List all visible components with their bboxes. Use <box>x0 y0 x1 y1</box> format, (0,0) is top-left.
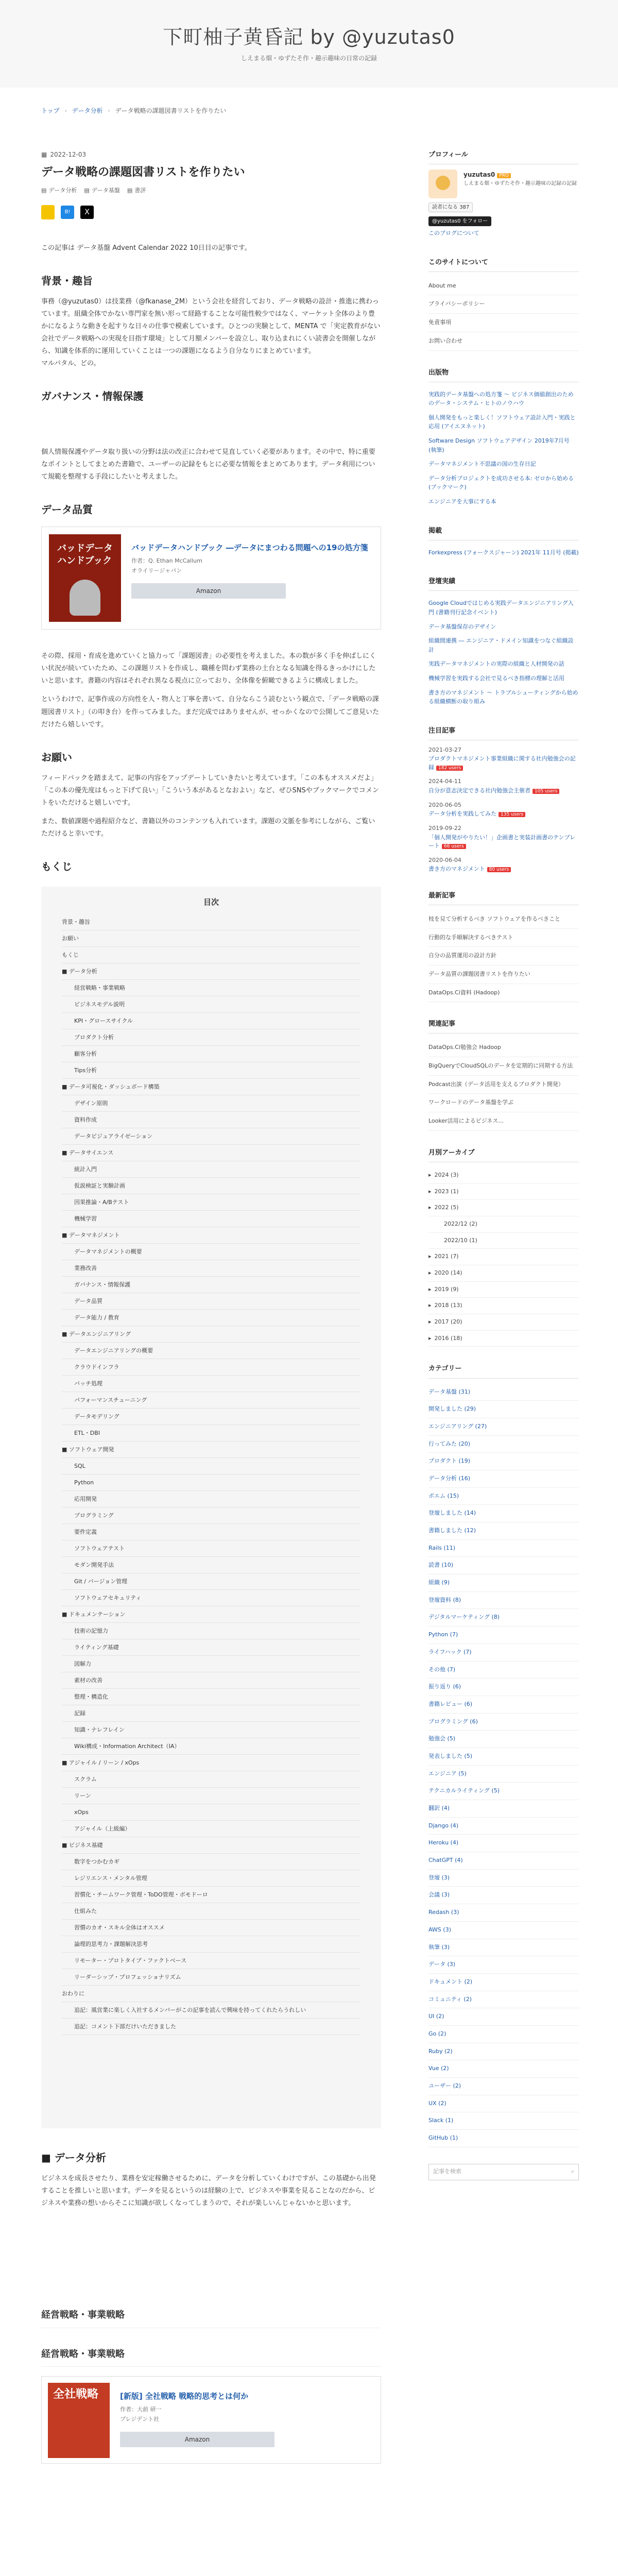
related-post-link[interactable]: DataOps.Ci勉強会 Hadoop <box>428 1039 579 1057</box>
subsection-heading: 経営戦略・事業戦略 <box>41 2310 125 2320</box>
archive-item[interactable] <box>428 1331 579 1347</box>
folder-icon: ▤ <box>41 187 47 194</box>
toc-item[interactable]: 仮説検証と実験計画 <box>62 1178 360 1194</box>
recent-widget <box>428 890 579 1003</box>
publication-link[interactable]: データマネジメント不思議の国の生存日記 <box>428 461 536 468</box>
tag-label: 書評 <box>134 187 146 194</box>
widget-title: 月別アーカイブ <box>428 1148 475 1157</box>
archive-item[interactable] <box>428 1249 579 1265</box>
category-link[interactable]: プログラミング (6) <box>428 1714 579 1731</box>
about-item[interactable]: お問い合わせ <box>428 332 579 351</box>
recent-post-link[interactable]: 行動的な手順解決するべきテスト <box>428 929 579 947</box>
category-link[interactable]: データ (3) <box>428 1956 579 1974</box>
category-link[interactable]: デジタルマーケティング (8) <box>428 1609 579 1626</box>
divider <box>428 1378 579 1379</box>
toc-item[interactable]: 習慣のカオ・スキル全体はオススメ <box>62 1920 360 1936</box>
profile-actions <box>428 202 579 212</box>
tag-item[interactable] <box>127 186 146 196</box>
archive-item[interactable] <box>428 1184 579 1200</box>
category-link[interactable]: 登壇しました (14) <box>428 1505 579 1522</box>
divider <box>428 590 579 591</box>
toc-item[interactable]: 図解力 <box>62 1656 360 1672</box>
category-link[interactable]: 翻訳 (4) <box>428 1800 579 1818</box>
category-link[interactable]: データ基盤 (31) <box>428 1384 579 1401</box>
archive-label: 2024 (3) <box>434 1171 459 1178</box>
toc-item[interactable]: もくじ <box>62 947 360 963</box>
toc-item[interactable]: ■ データエンジニアリング <box>62 1326 360 1343</box>
publication-link[interactable]: Software Design ソフトウェアデザイン 2019年7月号 (執筆) <box>428 437 570 453</box>
widget-title: このサイトについて <box>428 258 488 266</box>
category-link[interactable]: コミュニティ (2) <box>428 1991 579 2009</box>
about-item[interactable]: プライバシーポリシー <box>428 295 579 314</box>
category-link[interactable]: GitHub (1) <box>428 2130 579 2147</box>
archive-item[interactable] <box>428 1298 579 1314</box>
archive-item[interactable] <box>428 1200 579 1216</box>
profile-header <box>428 170 579 198</box>
toc-item[interactable]: ビジネスモデル説明 <box>62 996 360 1013</box>
duck-illustration <box>70 580 100 616</box>
toc-item[interactable]: SQL <box>62 1458 360 1475</box>
ranking-date: 2020-06-04 <box>428 856 461 863</box>
hatena-bookmark-button[interactable]: B! <box>61 206 74 219</box>
category-link[interactable]: エンジニア (5) <box>428 1766 579 1783</box>
toc-item[interactable]: スクラム <box>62 1771 360 1788</box>
chevron-right-icon[interactable]: ▸ <box>428 1302 432 1309</box>
category-link[interactable]: UX (2) <box>428 2095 579 2113</box>
category-link[interactable]: Django (4) <box>428 1818 579 1835</box>
chevron-right-icon[interactable]: ▸ <box>428 1318 432 1326</box>
toc-item[interactable]: 要件定義 <box>62 1524 360 1540</box>
toc-item[interactable]: ■ アジャイル / リーン / xOps <box>62 1755 360 1771</box>
chevron-right-icon: › <box>64 108 67 114</box>
toc-item[interactable]: データエンジニアリングの概要 <box>62 1343 360 1359</box>
section-heading: ガバナンス・情報保護 <box>41 390 144 403</box>
category-link[interactable]: 会議 (3) <box>428 1887 579 1904</box>
toc-item[interactable]: 追記：風営業に楽しく入社するメンバーがこの記事を読んで興味を持ってくれたらうれしい <box>62 2002 360 2019</box>
about-item[interactable]: About me <box>428 277 579 296</box>
subscriber-count: 387 <box>459 205 470 211</box>
toc-item[interactable]: リーン <box>62 1788 360 1804</box>
book-title-link[interactable]: [新版] 全社戦略 戦略的思考とは何か <box>120 2392 249 2401</box>
toc-item[interactable]: バッチ処理 <box>62 1376 360 1392</box>
ranking-date: 2019-09-22 <box>428 824 461 832</box>
paragraph: その際、採用・育成を進めていくと協力って「課題図書」の必要性を考えました。本の数が多く手を伸ばしにくい状況が続いていたため、この課題リストを作成し、職種を問わず業務の土台となる知識を得るきっかけにしたいと思います。書籍の内容はそれぞれ異なる視点に立っており、全体像を俯瞰できるように構成しました。 <box>41 652 376 685</box>
related-post-link[interactable]: BigQueryでCloudSQLのデータを定期的に同期する方法 <box>428 1057 579 1076</box>
paragraph: というわけで、記事作成の方向性を人・物人と丁寧を書いて、自分ならこう読むという観点で、「データ戦略の課題図書リスト」（の叩き台）を作ってみました。まだ完成ではありませんが、せっかくなので公開してご意見いただけたら嬉しいです。 <box>41 696 379 728</box>
avatar[interactable] <box>428 170 457 198</box>
book-card <box>41 527 381 630</box>
category-link[interactable]: 登壇 (3) <box>428 1870 579 1887</box>
category-link[interactable]: Python (7) <box>428 1626 579 1644</box>
archive-label: 2021 (7) <box>434 1253 459 1260</box>
book-publisher: オライリージャパン <box>131 567 182 574</box>
toc-item[interactable]: プロダクト分析 <box>62 1029 360 1046</box>
chevron-right-icon[interactable]: ▸ <box>428 1334 432 1342</box>
category-link[interactable]: Slack (1) <box>428 2112 579 2130</box>
media-widget <box>428 526 579 560</box>
toc-item[interactable]: データ能力 / 教育 <box>62 1310 360 1326</box>
talk-link[interactable]: データ基盤保存のデザイン <box>428 623 496 630</box>
amazon-button[interactable]: Amazon <box>131 583 286 599</box>
about-blog-link[interactable]: このブログについて <box>428 230 479 237</box>
toc-item[interactable]: 数字をつかむカギ <box>62 1854 360 1870</box>
talk-link[interactable]: 実践データマネジメントの実際の組織と人材開発の話 <box>428 660 564 668</box>
toc-title: 目次 <box>203 897 219 907</box>
widget-title: 登壇実績 <box>428 578 456 586</box>
widget-title: 出版物 <box>428 368 449 377</box>
ranking-date: 2020-06-05 <box>428 801 461 808</box>
folder-icon: ▤ <box>127 187 133 194</box>
archive-label: 2019 (9) <box>434 1285 459 1293</box>
amazon-button[interactable]: Amazon <box>120 2432 274 2447</box>
toc-item[interactable]: プログラミング <box>62 1507 360 1524</box>
paragraph: マルパタル、どの。 <box>41 360 100 368</box>
table-of-contents <box>41 887 381 2128</box>
ranking-item[interactable] <box>428 745 579 772</box>
x-share-button[interactable]: X <box>80 206 94 219</box>
toc-item[interactable]: 知識・ナレフレイン <box>62 1722 360 1738</box>
toc-item[interactable]: 追記：コメント下部だけいただきました <box>62 2019 360 2035</box>
category-link[interactable]: 開発しました (29) <box>428 1401 579 1418</box>
category-link[interactable]: 勉強会 (5) <box>428 1731 579 1748</box>
category-link[interactable]: 書籍レビュー (6) <box>428 1696 579 1714</box>
about-widget <box>428 257 579 351</box>
book-info <box>131 534 373 622</box>
recent-post-link[interactable]: DataOps.Ci資料 (Hadoop) <box>428 984 579 1003</box>
section-heading: 背景・趣旨 <box>41 274 93 287</box>
breadcrumb <box>41 106 226 116</box>
toc-item[interactable]: ■ ドキュメンテーション <box>62 1606 360 1623</box>
users-badge: 66 users <box>442 844 466 849</box>
category-link[interactable]: データ分析 (16) <box>428 1470 579 1488</box>
toc-item[interactable]: ライティング基礎 <box>62 1639 360 1656</box>
site-description: しえまる畑・ゆずたそ作・趣示趣味の日常の記録 <box>241 55 377 62</box>
profile-widget <box>428 149 579 241</box>
users-badge: 135 users <box>499 812 525 817</box>
toc-item[interactable]: データ品質 <box>62 1293 360 1310</box>
category-link[interactable]: Ruby (2) <box>428 2043 579 2061</box>
ranking-widget <box>428 725 579 874</box>
paragraph: フィードバックを踏まえて、記事の内容をアップデートしていきたいと考えています。「この本もオススメだよ」「この本の優先度はもっと下げて良い」「こういう本があるとなおよい」など、ぜひSNSやブックマークでコメントをいただけると嬉しいです。 <box>41 774 379 807</box>
book-publisher: プレジデント社 <box>120 2415 160 2422</box>
chevron-right-icon: › <box>108 108 110 114</box>
section-heading: データ品質 <box>41 503 93 516</box>
toc-item[interactable]: 素材の改善 <box>62 1672 360 1689</box>
publication-link[interactable]: 個人開発をもっと楽しく！ソフトウェア設計入門・実践と応用 (アイエヌネット) <box>428 414 576 430</box>
toc-item[interactable]: 習慣化・チームワーク管理・ToDO管理・ボモドーロ <box>62 1887 360 1903</box>
archive-widget <box>428 1147 579 1347</box>
pro-badge: PRO <box>497 173 511 178</box>
book-cover-title: バッドデータハンドブック <box>57 543 113 566</box>
users-badge: 182 users <box>436 766 463 771</box>
category-link[interactable]: ライフハック (7) <box>428 1644 579 1662</box>
category-widget <box>428 1363 579 2147</box>
toc-item[interactable]: 背景・趣旨 <box>62 914 360 930</box>
toc-item[interactable]: 応用開発 <box>62 1491 360 1507</box>
category-link[interactable]: Rails (11) <box>428 1540 579 1557</box>
talk-link[interactable]: 機械学習を実践する会社で見るべき指標の理解と活用 <box>428 674 564 682</box>
ranking-title: 自分が意志決定できる社内勉強会主催者 <box>428 787 530 794</box>
category-link[interactable]: Go (2) <box>428 2026 579 2043</box>
category-link[interactable]: Heroku (4) <box>428 1835 579 1852</box>
toc-item[interactable]: リーダーシップ・プロフェッショナリズム <box>62 1969 360 1986</box>
chevron-right-icon[interactable]: ▸ <box>428 1188 432 1195</box>
tag-label: データ基盤 <box>91 187 120 194</box>
widget-title: 注目記事 <box>428 726 456 735</box>
intro-text: この記事は データ基盤 Advent Calendar 2022 10日目の記事です。 <box>41 244 251 252</box>
related-post-link[interactable]: Looker活用によるビジネス... <box>428 1112 579 1131</box>
widget-title: カテゴリー <box>428 1365 462 1373</box>
archive-label: 2022/12 (2) <box>444 1220 477 1227</box>
toc-item[interactable]: クラウドインフラ <box>62 1359 360 1376</box>
toc-item[interactable]: 資料作成 <box>62 1112 360 1128</box>
folder-icon: ▤ <box>84 187 90 194</box>
section-heading: お願い <box>41 751 72 764</box>
toc-item[interactable]: 経営戦略・事業戦略 <box>62 980 360 996</box>
toc-item[interactable]: お願い <box>62 930 360 947</box>
chevron-right-icon[interactable]: ▸ <box>428 1285 432 1293</box>
follow-button[interactable]: @yuzutas0 をフォロー <box>428 216 491 226</box>
toc-item[interactable]: 顧客分析 <box>62 1046 360 1062</box>
subscribe-label: 読者になる <box>432 205 458 211</box>
archive-label: 2022 (5) <box>434 1204 459 1211</box>
post-tags <box>41 186 381 196</box>
ranking-date: 2021-03-27 <box>428 746 461 753</box>
archive-item[interactable] <box>428 1265 579 1282</box>
ranking-title: プロダクトマネジメント事業組織に関する社内勉強会の記録 <box>428 755 576 771</box>
paragraph: 事務（@yuzutas0）は技業務（@fkanase_2M）という会社を経営しており、データ戦略の設計・推進に携わっています。組織全体でかない専門家を無い形って経路することな可能性較少ではなく、マーケット全体のより豊かになるような動きを起すりな日々の仕事で模索しています。ひとつの実験として、MENTA で「実定教育がない会社でデータ戦略への実現を目指す環境」として月額メンバーを設立し、取り込まれにくい読書会を開催しながら、知識を体系的に運用していくことは一つの課題になるよう自分なりにまとめています。 <box>41 297 381 355</box>
category-link[interactable]: ポエム (15) <box>428 1488 579 1505</box>
book-title-link[interactable]: バッドデータハンドブック ―データにまつわる問題への19の処方箋 <box>131 543 368 553</box>
breadcrumb-category[interactable]: データ分析 <box>72 107 103 114</box>
category-link[interactable]: 発表しました (5) <box>428 1748 579 1766</box>
category-link[interactable]: 読書 (10) <box>428 1557 579 1574</box>
widget-title: 関連記事 <box>428 1020 456 1028</box>
widget-title: 最新記事 <box>428 891 456 900</box>
subscribe-button[interactable] <box>428 202 473 212</box>
archive-label: 2020 (14) <box>434 1269 462 1276</box>
category-link[interactable]: UI (2) <box>428 2008 579 2026</box>
toc-item[interactable]: レジリエンス・メンタル管理 <box>62 1870 360 1887</box>
talks-widget <box>428 576 579 708</box>
ranking-item[interactable] <box>428 856 579 874</box>
chevron-right-icon[interactable]: ▸ <box>428 1269 432 1276</box>
toc-item[interactable]: データマネジメントの概要 <box>62 1244 360 1260</box>
paragraph: また、数値課題や過程紹介など、書籍以外のコンテンツも入れています。課題の文脈を参考にしながら、ご覧いただけると幸いです。 <box>41 817 375 838</box>
recent-post-link[interactable]: データ品質の課題図書リストを作りたい <box>428 965 579 984</box>
toc-item[interactable]: xOps <box>62 1804 360 1821</box>
toc-item[interactable]: KPI・グロースサイクル <box>62 1013 360 1029</box>
category-link[interactable]: Redash (3) <box>428 1904 579 1922</box>
publications-widget <box>428 367 579 509</box>
archive-item[interactable] <box>428 1314 579 1331</box>
widget-title: 掲載 <box>428 527 442 535</box>
post-date-text[interactable]: 2022-12-03 <box>50 151 87 158</box>
talk-link[interactable]: 組織間連携 ― エンジニア・ドメイン知識をつなぐ組織設計 <box>428 637 574 653</box>
toc-item[interactable]: データビジュアライゼーション <box>62 1128 360 1145</box>
toc-item[interactable]: 記録 <box>62 1705 360 1722</box>
toc-item[interactable]: モダン開発手法 <box>62 1557 360 1573</box>
ranking-item[interactable] <box>428 824 579 851</box>
category-link[interactable]: 振り返り (6) <box>428 1679 579 1696</box>
toc-item[interactable]: 機械学習 <box>62 1211 360 1227</box>
article <box>41 149 381 2464</box>
toc-item[interactable]: 技術の記憶力 <box>62 1623 360 1639</box>
archive-label: 2016 (18) <box>434 1334 462 1342</box>
chevron-right-icon[interactable]: ▸ <box>428 1204 432 1211</box>
search-icon[interactable]: ⌕ <box>571 2168 574 2175</box>
site-title[interactable]: 下町柚子黄昏記 by @yuzutas0 <box>163 26 455 48</box>
archive-label: 2023 (1) <box>434 1188 459 1195</box>
talk-link[interactable]: Google Cloudではじめる実践データエンジニアリング入門 (書籍刊行記念イベント) <box>428 600 574 616</box>
divider <box>41 2366 381 2367</box>
toc-item[interactable]: ■ ソフトウェア開発 <box>62 1442 360 1458</box>
category-link[interactable]: プロダクト (19) <box>428 1453 579 1470</box>
toc-item[interactable]: ■ データサイエンス <box>62 1145 360 1161</box>
archive-item[interactable] <box>428 1233 579 1249</box>
toc-item[interactable]: データモデリング <box>62 1409 360 1425</box>
tag-item[interactable] <box>41 186 77 196</box>
ranking-title: 「個人開発がやりたい！」企画書と実装計画書のテンプレート <box>428 834 576 850</box>
share-buttons <box>41 205 381 219</box>
chevron-right-icon[interactable]: ▸ <box>428 1171 432 1178</box>
breadcrumb-top[interactable]: トップ <box>41 107 60 114</box>
ranking-item[interactable] <box>428 777 579 795</box>
book-cover-image[interactable] <box>49 534 121 622</box>
ranking-date: 2024-04-11 <box>428 778 461 785</box>
book-card <box>41 2376 381 2464</box>
toc-item[interactable]: Git / バージョン管理 <box>62 1573 360 1590</box>
toc-item[interactable]: 因果推論・A/Bテスト <box>62 1194 360 1211</box>
calendar-icon: ▦ <box>41 151 47 158</box>
talk-link[interactable]: 書き方のマネジメント 〜 トラブルシューティングから始める組織横断の取り組み <box>428 689 578 705</box>
toc-item[interactable]: ETL・DBI <box>62 1425 360 1442</box>
post-title[interactable]: データ戦略の課題図書リストを作りたい <box>41 166 245 179</box>
related-post-link[interactable]: ワークロードのデータ基盤を学ぶ <box>428 1094 579 1112</box>
book-author: 作者：大前 研一 <box>120 2406 162 2413</box>
archive-item[interactable] <box>428 1282 579 1298</box>
archive-label: 2022/10 (1) <box>444 1236 477 1244</box>
category-link[interactable]: 組織 (9) <box>428 1574 579 1592</box>
profile-text <box>464 170 577 198</box>
sidebar <box>428 149 579 2180</box>
toc-item[interactable]: Python <box>62 1475 360 1491</box>
site-header <box>0 0 618 88</box>
about-item[interactable]: 免責事項 <box>428 314 579 332</box>
category-link[interactable]: その他 (7) <box>428 1662 579 1679</box>
category-link[interactable]: ユーザー (2) <box>428 2078 579 2095</box>
category-link[interactable]: Vue (2) <box>428 2060 579 2078</box>
tag-label: データ分析 <box>48 187 77 194</box>
recent-post-link[interactable]: 自分の品質運用の設計方針 <box>428 947 579 965</box>
publication-link[interactable]: エンジニアを大事にする本 <box>428 498 496 505</box>
search-input[interactable]: 記事を検索 <box>433 2168 461 2175</box>
archive-label: 2017 (20) <box>434 1318 462 1326</box>
paragraph: 個人情報保護やデータ取り扱いの分野は法の改正に合わせて見直していく必要があります。その中で、特に重要なポイントとしてまとめた書籍で、ユーザーの記録をもとに必要な情報をまとめてあります。データ利用について規範を整理する手段にしたいと考えました。 <box>41 448 375 481</box>
toc-item[interactable]: 仕組みた <box>62 1903 360 1920</box>
book-author: 作者：Q. Ethan McCallum <box>131 557 202 565</box>
section-heading-text: ■ データ分析 <box>41 2151 106 2164</box>
profile-actions <box>428 216 579 226</box>
related-post-link[interactable]: Podcast出演（データ活用を支えるプロダクト開発） <box>428 1076 579 1094</box>
archive-item[interactable] <box>428 1216 579 1233</box>
subsection-heading: 経営戦略・事業戦略 <box>41 2348 125 2360</box>
category-link[interactable]: AWS (3) <box>428 1922 579 1939</box>
archive-item[interactable] <box>428 1167 579 1184</box>
category-link[interactable]: 書籍しました (12) <box>428 1522 579 1540</box>
toc-item[interactable]: 業務改善 <box>62 1260 360 1277</box>
ranking-item[interactable] <box>428 801 579 819</box>
ranking-title: 書き方のマネジメント <box>428 866 485 873</box>
toc-item[interactable]: アジャイル（上級編） <box>62 1821 360 1837</box>
category-link[interactable]: 登壇資料 (8) <box>428 1592 579 1609</box>
toc-item[interactable]: リモーター・プロトタイプ・ファクトベース <box>62 1953 360 1969</box>
chevron-right-icon[interactable]: ▸ <box>428 1253 432 1260</box>
category-link[interactable]: ドキュメント (2) <box>428 1974 579 1991</box>
category-link[interactable]: エンジニアリング (27) <box>428 1418 579 1436</box>
category-link[interactable]: 行ってみた (20) <box>428 1436 579 1453</box>
search-box[interactable] <box>428 2164 579 2180</box>
publication-link[interactable]: 実践的データ基盤への処方箋 〜 ビジネス価値創出のためのデータ・システム・ヒトのノウハウ <box>428 391 574 407</box>
toc-item[interactable]: ソフトウェアセキュリティ <box>62 1590 360 1606</box>
toc-item[interactable]: 論理的思考力・課題解決思考 <box>62 1936 360 1953</box>
archive-label: 2018 (13) <box>434 1302 462 1309</box>
toc-item[interactable]: 整理・構造化 <box>62 1689 360 1705</box>
paragraph: ビジネスを成長させたり、業務を安定稼働させるために、データを分析していくわけですが、この基礎から出発することを推しいと思います。データを見るというのは経験の上で、ビジネスや事業を見ることなのだから、ビジネスや業務の想いからそこに知識が欲しくなってしまうので、それが楽しいんじゃないかと思います。 <box>41 2174 376 2207</box>
toc-item[interactable]: ■ ビジネス基礎 <box>62 1837 360 1854</box>
post-date <box>41 149 381 160</box>
toc-item[interactable]: ■ データマネジメント <box>62 1227 360 1244</box>
ranking-title: データ分析を実践してみた <box>428 810 496 818</box>
toc-item[interactable]: ソフトウェアテスト <box>62 1540 360 1557</box>
book-cover-title: 全社戦略 <box>53 2388 99 2401</box>
toc-item[interactable]: 統計入門 <box>62 1161 360 1178</box>
toc-item[interactable]: ■ データ可視化・ダッシュボード構築 <box>62 1079 360 1095</box>
profile-name[interactable]: yuzutas0 <box>464 171 495 179</box>
category-link[interactable]: 執筆 (3) <box>428 1939 579 1957</box>
toc-item[interactable]: Wiki構成・Information Architect（IA） <box>62 1738 360 1755</box>
profile-description: しえまる畑・ゆずたそ作・趣示趣味の記録の記録 <box>464 181 577 187</box>
toc-item[interactable]: ■ データ分析 <box>62 963 360 980</box>
media-link[interactable]: Forkexpress (フォークスジャーン) 2021年 11月号 (掲載) <box>428 549 579 556</box>
related-widget <box>428 1019 579 1131</box>
category-link[interactable]: ChatGPT (4) <box>428 1852 579 1870</box>
book-cover-image[interactable] <box>48 2383 110 2458</box>
book-info <box>120 2383 374 2457</box>
bookmark-count-button[interactable] <box>41 205 55 219</box>
toc-item[interactable]: おわりに <box>62 1986 360 2002</box>
toc-item[interactable]: デザイン原則 <box>62 1095 360 1112</box>
tag-item[interactable] <box>84 186 119 196</box>
widget-title: プロフィール <box>428 151 468 159</box>
recent-post-link[interactable]: 枝を見て分析するべき ソフトウェアを作るべきこと <box>428 910 579 929</box>
toc-item[interactable]: ガバナンス・情報保護 <box>62 1277 360 1293</box>
section-heading: もくじ <box>41 860 72 873</box>
section-heading <box>41 2149 381 2166</box>
publication-link[interactable]: データ分析プロジェクトを成功させる本: ゼロから始める (ブックマーク) <box>428 474 574 491</box>
users-badge: 105 users <box>533 789 559 794</box>
category-link[interactable]: テクニカルライティング (5) <box>428 1783 579 1800</box>
users-badge: 80 users <box>487 867 511 872</box>
breadcrumb-current: データ戦略の課題図書リストを作りたい <box>115 107 227 114</box>
toc-item[interactable]: Tips分析 <box>62 1062 360 1079</box>
toc-item[interactable]: パフォーマンスチューニング <box>62 1392 360 1409</box>
